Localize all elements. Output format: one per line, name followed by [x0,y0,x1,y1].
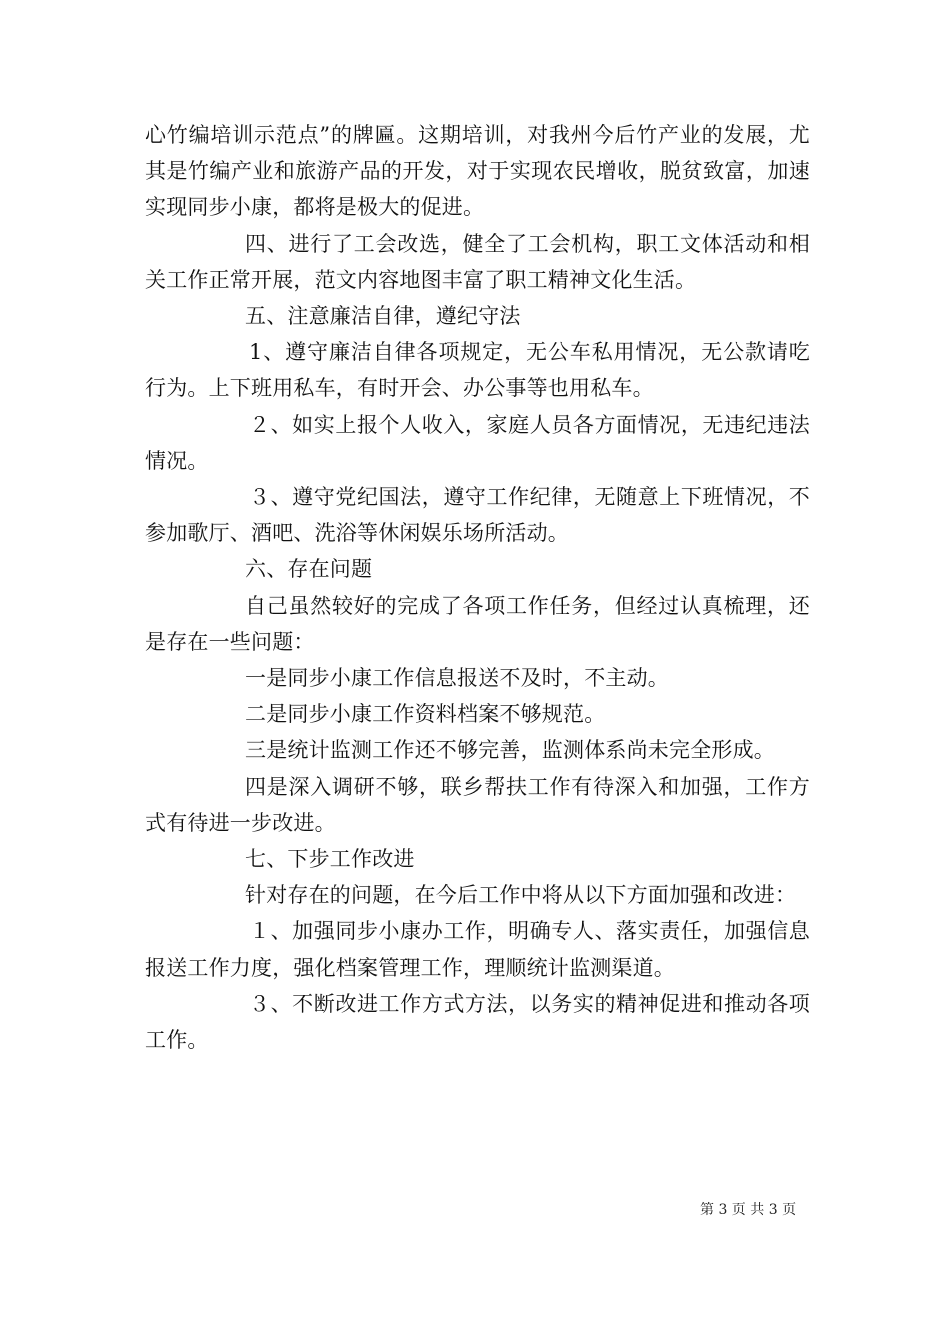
section-heading-5: 五、注意廉洁自律，遵纪守法 [245,304,521,329]
paragraph-issues-intro: 自己虽然较好的完成了各项工作任务，但经过认真梳理，还是存在一些问题： [145,593,810,654]
issue-item-4: 四是深入调研不够，联乡帮扶工作有待深入和加强，工作方式有待进一步改进。 [145,774,810,835]
page-number-footer: 第 3 页 共 3 页 [700,1202,797,1218]
list-item-3: ３、遵守党纪国法，遵守工作纪律，无随意上下班情况，不参加歌厅、酒吧、洗浴等休闲娱乐场所活动。 [145,485,810,546]
document-body [145,117,810,1058]
improvement-item-1: １、加强同步小康办工作，明确专人、落实责任，加强信息报送工作力度，强化档案管理工作，理顺统计监测渠道。 [145,919,810,980]
issue-item-1: 一是同步小康工作信息报送不及时，不主动。 [245,666,669,691]
paragraph-1: 心竹编培训示范点”的牌匾。这期培训，对我州今后竹产业的发展，尤其是竹编产业和旅游产品的开发，对于实现农民增收，脱贫致富，加速实现同步小康，都将是极大的促进。 [145,123,810,220]
section-heading-6: 六、存在问题 [245,557,373,582]
list-item-2: ２、如实上报个人收入，家庭人员各方面情况，无违纪违法情况。 [145,412,810,473]
improvement-item-3: ３、不断改进工作方式方法，以务实的精神促进和推动各项工作。 [145,991,810,1053]
list-item-1: 1、遵守廉洁自律各项规定，无公车私用情况，无公款请吃行为。上下班用私车，有时开会、办公事等也用私车。 [145,340,810,401]
paragraph-improvements-intro: 针对存在的问题，在今后工作中将从以下方面加强和改进： [245,883,797,908]
section-heading-7: 七、下步工作改进 [245,847,415,872]
paragraph-2: 四、进行了工会改选，健全了工会机构，职工文体活动和相关工作正常开展，范文内容地图丰富了职工精神文化生活。 [145,231,810,292]
issue-item-2: 二是同步小康工作资料档案不够规范。 [245,702,606,727]
issue-item-3: 三是统计监测工作还不够完善，监测体系尚未完全形成。 [245,738,775,763]
